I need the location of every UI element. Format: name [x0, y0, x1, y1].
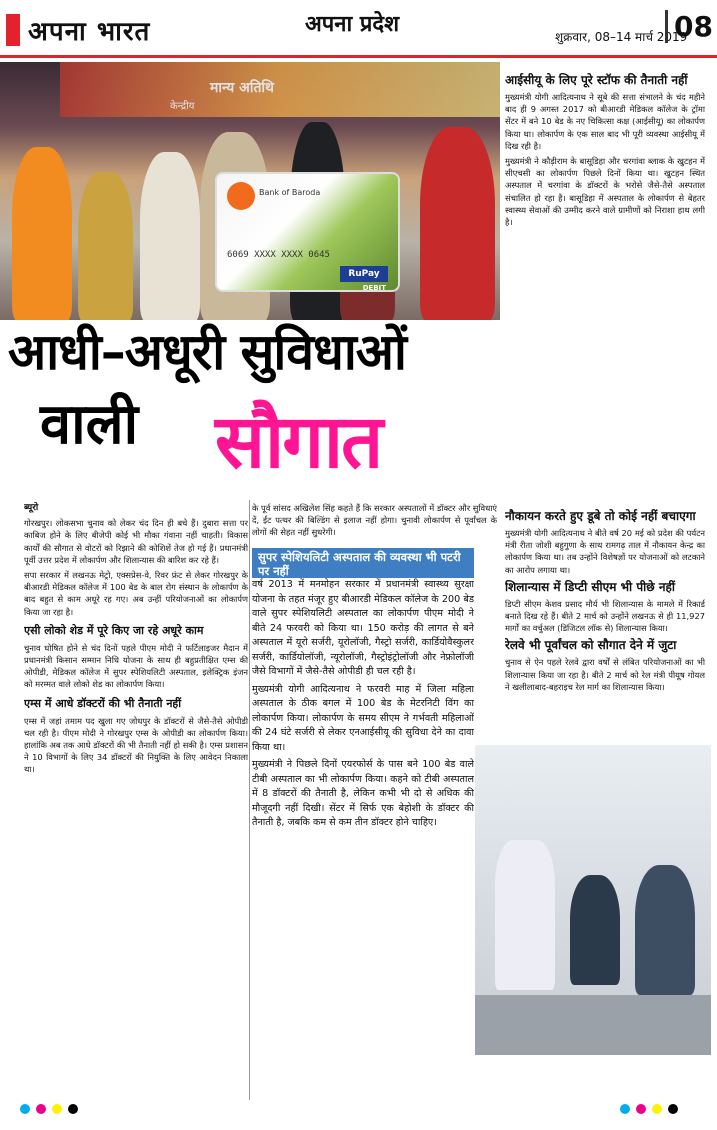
person-red	[420, 127, 495, 320]
clinic-photo	[475, 745, 711, 1055]
yellow-dot-right	[652, 1104, 662, 1114]
banner-sub: केन्द्रीय	[170, 101, 195, 112]
middle-box-body	[252, 578, 474, 1102]
bank-card	[215, 172, 400, 292]
left-column	[24, 502, 248, 1102]
middle-para-3: मुख्यमंत्री ने पिछले दिनों एयरफोर्स के पास बने 100 बेड वाले टीबी अस्पताल का भी लोकार्पण किया। कहने को टीबी अस्पताल में 8 डॉक्टरों की तैनाती है, लेकिन कभी भी दो से अधिक की मौजूदगी नहीं दिखी। सेंटर में सिर्फ एक बेहोशी के डॉक्टर की तैनाती है, जबकि कम से कम तीन डॉक्टर होने चाहिए।	[252, 759, 474, 828]
registration-marks	[0, 1100, 717, 1122]
issue-date: शुक्रवार, 08–14 मार्च 2019	[555, 30, 688, 44]
right-column	[505, 72, 705, 467]
lead-photo	[0, 62, 500, 320]
officer-figure	[635, 865, 695, 995]
doctor-figure	[495, 840, 555, 990]
middle-para-1: वर्ष 2013 में मनमोहन सरकार में प्रधानमंत्री स्वास्थ्य सुरक्षा योजना के तहत मंजूर हुए बीआरडी मेडिकल कॉलेज के 200 बेड वाले सुपर स्पेशियलिटी अस्पताल का लोकार्पण पीएम मोदी ने बीते 24 फरवरी को किया था। 150 करोड़ की लागत से बने अस्पताल में यूरो सर्जरी, यूरोलॉजी, गैस्ट्रो सर्जरी, कार्डियोवैस्कुलर सर्जरी, कार्डियोलॉजी, न्यूरोलॉजी, गैस्ट्रोइंट्रोलॉजी और नेफ्रोलॉजी जैसे विभागों में जैसे-तैसे ओपीडी ही चल रही है।	[252, 579, 474, 677]
card-network: RuPay	[340, 266, 388, 282]
right-head-2: नौकायन करते हुए डूबे तो कोई नहीं बचाएगा	[505, 509, 696, 523]
magenta-dot-right	[636, 1104, 646, 1114]
headline-line2: वाली	[40, 392, 139, 457]
cyan-dot-right	[620, 1104, 630, 1114]
bank-logo-icon	[227, 182, 255, 210]
header-rule	[0, 55, 717, 58]
middle-top-text	[252, 502, 497, 550]
card-tag: DEBIT	[362, 284, 386, 292]
headline-highlight: सौगात	[215, 399, 382, 485]
event-banner	[60, 62, 500, 117]
left-subhead-1: एसी लोको शेड में पूरे किए जा रहे अधूरे काम	[24, 623, 204, 637]
page-number: 08	[665, 10, 713, 43]
middle-box-title: सुपर स्पेशियलिटी अस्पताल की व्यवस्था भी पटरी पर नहीं	[252, 548, 474, 578]
right-para-3: मुख्यमंत्री योगी आदित्यनाथ ने बीते वर्ष 20 मई को प्रदेश की पर्यटन मंत्री रीता जोशी बहुगुणा के साथ रामगढ़ ताल में नौकायन केन्द्र का लोकार्पण किया था। तब उन्होंने विशेषज्ञों पर योजनाओं को लटकाने का आरोप लगाया था।	[505, 528, 705, 575]
right-para-1: मुख्यमंत्री योगी आदित्यनाथ ने सूबे की सत्ता संभालने के चंद महीने बाद ही 9 अगस्त 2017 को बीआरडी मेडिकल कॉलेज के ट्रॉमा सेंटर में बने 10 बेड के नए चिकित्सा कक्ष (आईसीयू) का लोकार्पण किया था। लोकार्पण के एक साल बाद भी पूरी व्यवस्था आईसीयू में दिख रही है।	[505, 92, 705, 151]
cyan-dot	[20, 1104, 30, 1114]
right-para-5: चुनाव से ऐन पहले रेलवे द्वारा वर्षों से लंबित परियोजनाओं का भी शिलान्यास किया जा रहा है। बीते 2 मार्च को रेल मंत्री पीयूष गोयल ने खलीलाबाद-बहराइच रेल मार्ग का शिलान्यास किया।	[505, 657, 705, 692]
middle-top-para: के पूर्व सांसद अखिलेश सिंह कहते हैं कि सरकार अस्पतालों में डॉक्टर और सुविधाएं दें, ईंट पत्थर की बिल्डिंग से इलाज नहीं होगा। चुनावी लोकार्पण से पूर्वांचल के लोगों की सेहत नहीं सुधरेगी।	[252, 503, 497, 538]
headline-line1: आधी–अधूरी सुविधाओं	[8, 323, 406, 381]
left-subhead-2: एम्स में आधे डॉक्टरों की भी तैनाती नहीं	[24, 696, 182, 710]
right-head-3: शिलान्यास में डिप्टी सीएम भी पीछे नहीं	[505, 579, 675, 594]
person-saffron	[12, 147, 72, 320]
right-head-1: आईसीयू के लिए पूरे स्टॉफ की तैनाती नहीं	[505, 73, 688, 87]
right-head-4: रेलवे भी पूर्वांचल को सौगात देने में जुटा	[505, 638, 677, 653]
left-para-3: चुनाव घोषित होने से चंद दिनों पहले पीएम मोदी ने फर्टिलाइजर मैदान में प्रधानमंत्री किसान सम्मान निधि योजना के साथ ही बहुप्रतीक्षित एम्स की ओपीडी, मेडिकल कॉलेज में सुपर स्पेशियलिटी अस्पताल, इलेक्ट्रिक इंजन को मरम्मत वाले लोको शेड का लोकार्पण किया।	[24, 642, 248, 690]
byline: ब्यूरो	[24, 503, 39, 513]
card-bank: Bank of Baroda	[259, 188, 321, 197]
yellow-dot	[52, 1104, 62, 1114]
logo-bar	[6, 14, 20, 46]
desk	[475, 995, 711, 1055]
column-divider	[249, 500, 250, 1100]
black-dot	[68, 1104, 78, 1114]
paper-logo	[6, 10, 236, 48]
black-dot-right	[668, 1104, 678, 1114]
right-para-4: डिप्टी सीएम केशव प्रसाद मौर्य भी शिलान्यास के मामले में रिकार्ड बनाते दिख रहे हैं। बीते 2 मार्च को उन्होंने लखनऊ से ही 11,927 मार्गों का वर्चुअल (डिजिटल लॉक से) शिलान्यास किया।	[505, 598, 705, 634]
person-yellow	[78, 172, 133, 320]
paper-name: अपना भारत	[28, 17, 151, 47]
magenta-dot	[36, 1104, 46, 1114]
right-para-2: मुख्यमंत्री ने कौड़ीराम के बासूडिहा और चरगांवा ब्लाक के खुटहन में सीएचसी का लोकार्पण पिछले दिनों किया था। खुटहन स्थित अस्पताल में चरगांवा के डॉक्टरों के भरोसे जैसे-तैसे अस्पताल संचालित हो रहा है। बासूडिहा में अस्पताल के लोकार्पण से बेहतर स्वास्थ्य सेवाओं की उम्मीद करने वाले ग्रामीणों को निराशा हाथ लगी है।	[505, 156, 705, 228]
masthead	[0, 0, 717, 58]
left-para-2: सपा सरकार में लखनऊ मेट्रो, एक्सप्रेस-वे, रिवर फ्रंट से लेकर गोरखपुर के बीआरडी मेडिकल कॉलेज में 100 बेड के बाल रोग संस्थान के लोकार्पण के बाद बहुत से काम अधूरे रह गए। अब उन्हीं परियोजनाओं का लोकार्पण किया जा रहा है।	[24, 570, 248, 617]
person-white	[140, 152, 200, 320]
left-para-1: गोरखपुर। लोकसभा चुनाव को लेकर चंद दिन ही बचे हैं। दुबारा सत्ता पर काबिज होने के लिए बीजेपी कोई भी मौका गंवाना नहीं चाहती। विकास कार्यों की सौगात से वोटरों को रिझाने की कोशिशें तेज हो गई हैं। प्रधानमंत्री पूर्वी उत्तर प्रदेश में लोकार्पण और शिलान्यास की बारिश कर रहे हैं।	[24, 518, 248, 565]
section-title: अपना प्रदेश	[305, 12, 400, 37]
banner-text: मान्य अतिथि	[210, 80, 274, 96]
card-number: 6069 XXXX XXXX 0645	[227, 250, 330, 260]
middle-para-2: मुख्यमंत्री योगी आदित्यनाथ ने फरवरी माह में जिला महिला अस्पताल के ठीक बगल में 100 बेड के मेटरनिटी विंग का लोकार्पण किया। लोकार्पण के समय सीएम ने गर्भवती महिलाओं की 24 घंटे सर्जरी से लेकर एनआईसीयू की सुविधा देने का दावा किया था।	[252, 683, 474, 753]
patient-figure	[570, 875, 620, 985]
left-para-4: एम्स में जहां तमाम पद खुला गए जोधपुर के डॉक्टरों से जैसे-तैसे ओपीडी चल रही है। पीएम मोदी ने गोरखपुर एम्स के ओपीडी का लोकार्पण किया। हालांकि अब तक आधे डॉक्टरों की भी तैनाती नहीं हो सकी है। एम्स प्रशासन ने 10 विभागों के लिए 34 डॉक्टरों की नियुक्ति के लिए आवेदन निकाला था।	[24, 715, 248, 775]
